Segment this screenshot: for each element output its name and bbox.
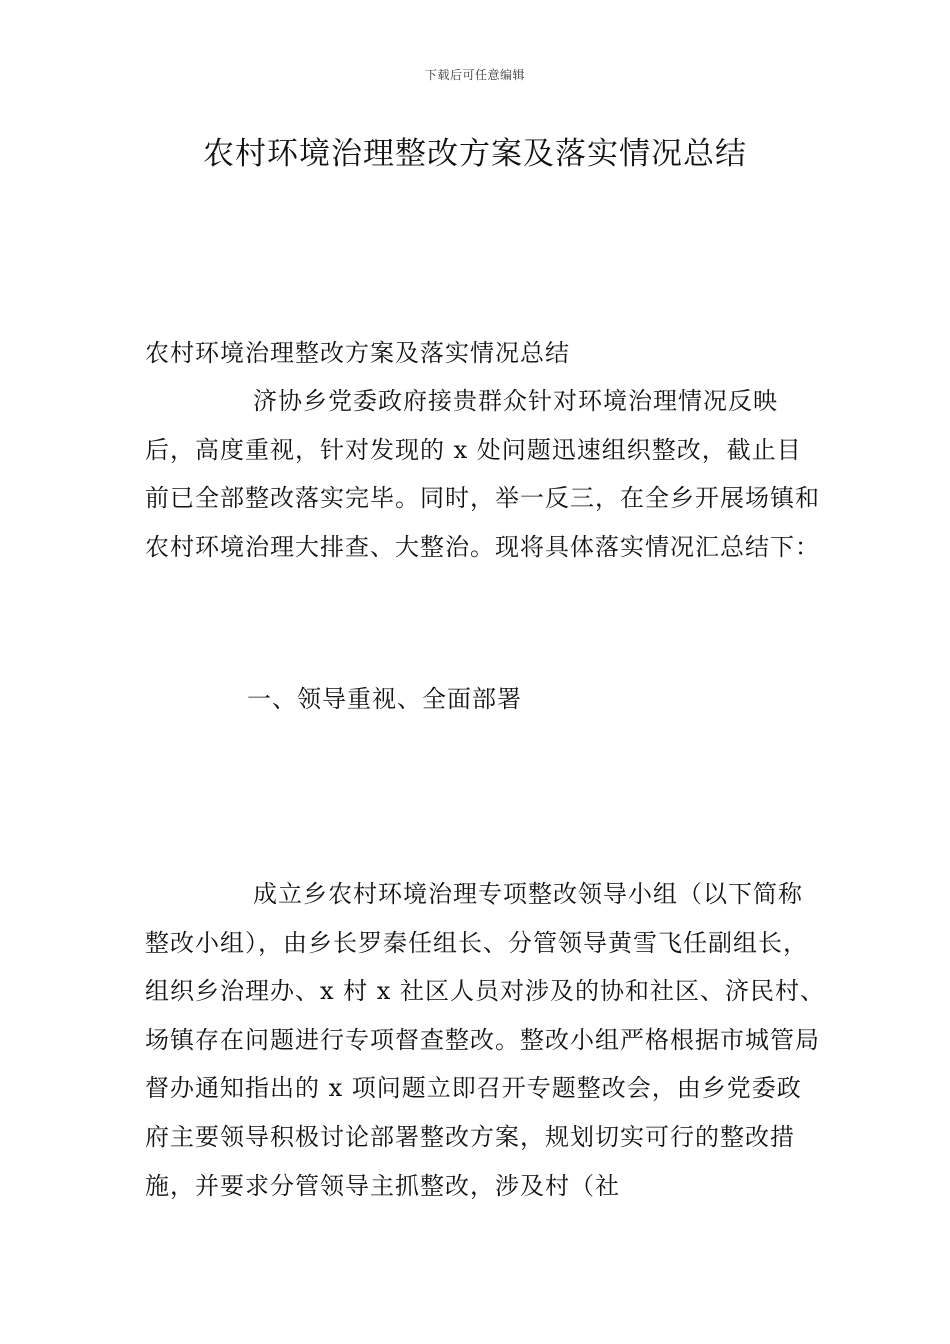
- document-subtitle: 农村环境治理整改方案及落实情况总结: [145, 339, 570, 367]
- paragraph-section-1: 成立乡农村环境治理专项整改领导小组（以下简称整改小组），由乡长罗秦任组长、分管领导黄雪飞任副组长，组织乡治理办、x 村 x 社区人员对涉及的协和社区、济民村、场镇存在问题进行专项督查整改。整改小组严格根据市城管局督办通知指出的 x 项问题立即召开专题整改会，由乡党委政府主要领导积极讨论部署整改方案，规划切实可行的整改措施，并要求分管领导主抓整改，涉及村（社: [145, 880, 825, 1200]
- page-header-note: 下载后可任意编辑: [424, 68, 525, 82]
- section-heading-1: 一、领导重视、全面部署: [247, 685, 522, 713]
- document-title: 农村环境治理整改方案及落实情况总结: [203, 136, 747, 172]
- paragraph-intro: 济协乡党委政府接贵群众针对环境治理情况反映后，高度重视，针对发现的 x 处问题迅速组织整改，截止目前已全部整改落实完毕。同时，举一反三，在全乡开展场镇和农村环境治理大排查、大整治。现将具体落实情况汇总结下：: [145, 387, 820, 561]
